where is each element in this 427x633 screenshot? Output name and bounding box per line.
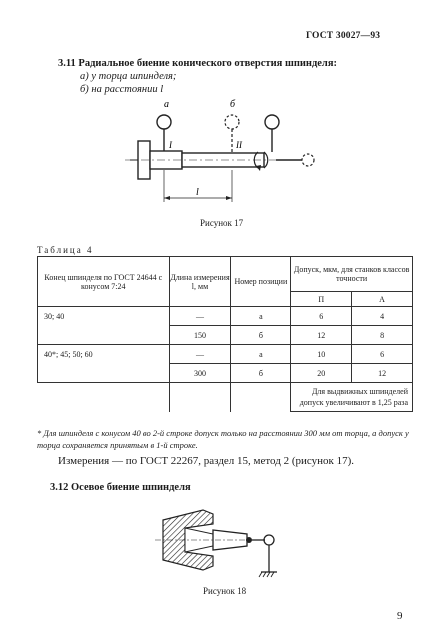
indicator [264,535,274,545]
cell-position: а [231,307,291,326]
cell-length: — [169,345,231,364]
cell-length: 150 [169,326,231,345]
cell-a: 12 [352,364,413,383]
figure-18-caption: Рисунок 18 [203,586,247,596]
header-length: Длина измерения l, мм [169,257,231,307]
cell-length: 300 [169,364,231,383]
cell-length: — [169,307,231,326]
header-class-p: П [291,292,352,307]
cell-position: а [231,345,291,364]
indicator-side [302,154,314,166]
cell-a: 4 [352,307,413,326]
table-row [38,345,413,364]
cell-position: б [231,326,291,345]
label-b: б [230,99,236,110]
label-l: l [196,187,199,198]
cell-position: б [231,364,291,383]
cell-a: 6 [352,345,413,364]
cell-a: 8 [352,326,413,345]
cell-p: 10 [291,345,352,364]
empty-cell [231,383,291,412]
section-3-12-title: 3.12 Осевое биение шпинделя [50,482,191,493]
empty-cell [169,383,231,412]
figure-17-caption: Рисунок 17 [200,218,244,228]
label-II: II [236,140,242,150]
header-position: Номер позиции [231,257,291,307]
label-a: а [164,99,169,110]
spindle-group-2: 40*; 45; 50; 60 [38,345,170,383]
tolerance-table [37,256,413,412]
measurement-reference: Измерения — по ГОСТ 22267, раздел 15, метод 2 (рисунок 17). [58,455,355,467]
figure-17-drawing [120,96,330,216]
cell-p: 6 [291,307,352,326]
table-label: Таблица 4 [37,245,94,255]
header-spindle-end: Конец шпинделя по ГОСТ 24644 с конусом 7:24 [38,257,170,307]
section-3-11-title: 3.11 Радиальное биение конического отверстия шпинделя: [58,58,338,69]
table-note: Для выдвижных шпинделей допуск увеличивают в 1,25 раза [291,383,413,412]
cell-p: 12 [291,326,352,345]
item-b: б) на расстоянии l [80,84,164,95]
header-class-a: А [352,292,413,307]
empty-cell [38,383,170,412]
header-tolerance: Допуск, мкм, для станков классов точности [291,257,413,292]
indicator-a [157,115,171,129]
standard-number: ГОСТ 30027—93 [306,31,381,41]
page-number: 9 [397,610,403,622]
indicator-end [265,115,279,129]
item-a: а) у торца шпинделя; [80,71,177,82]
label-I: I [169,140,172,150]
indicator-b [225,115,239,129]
cell-p: 20 [291,364,352,383]
footnote: * Для шпинделя с конусом 40 во 2-й строке допуск только на расстоянии 300 мм от торца, а допуск у торца сохраняется принятым в 1-й строке. [37,428,409,450]
spindle-group-1: 30; 40 [38,307,170,345]
table-row [38,307,413,326]
figure-18-drawing [155,500,300,582]
table-note-row [38,383,413,412]
